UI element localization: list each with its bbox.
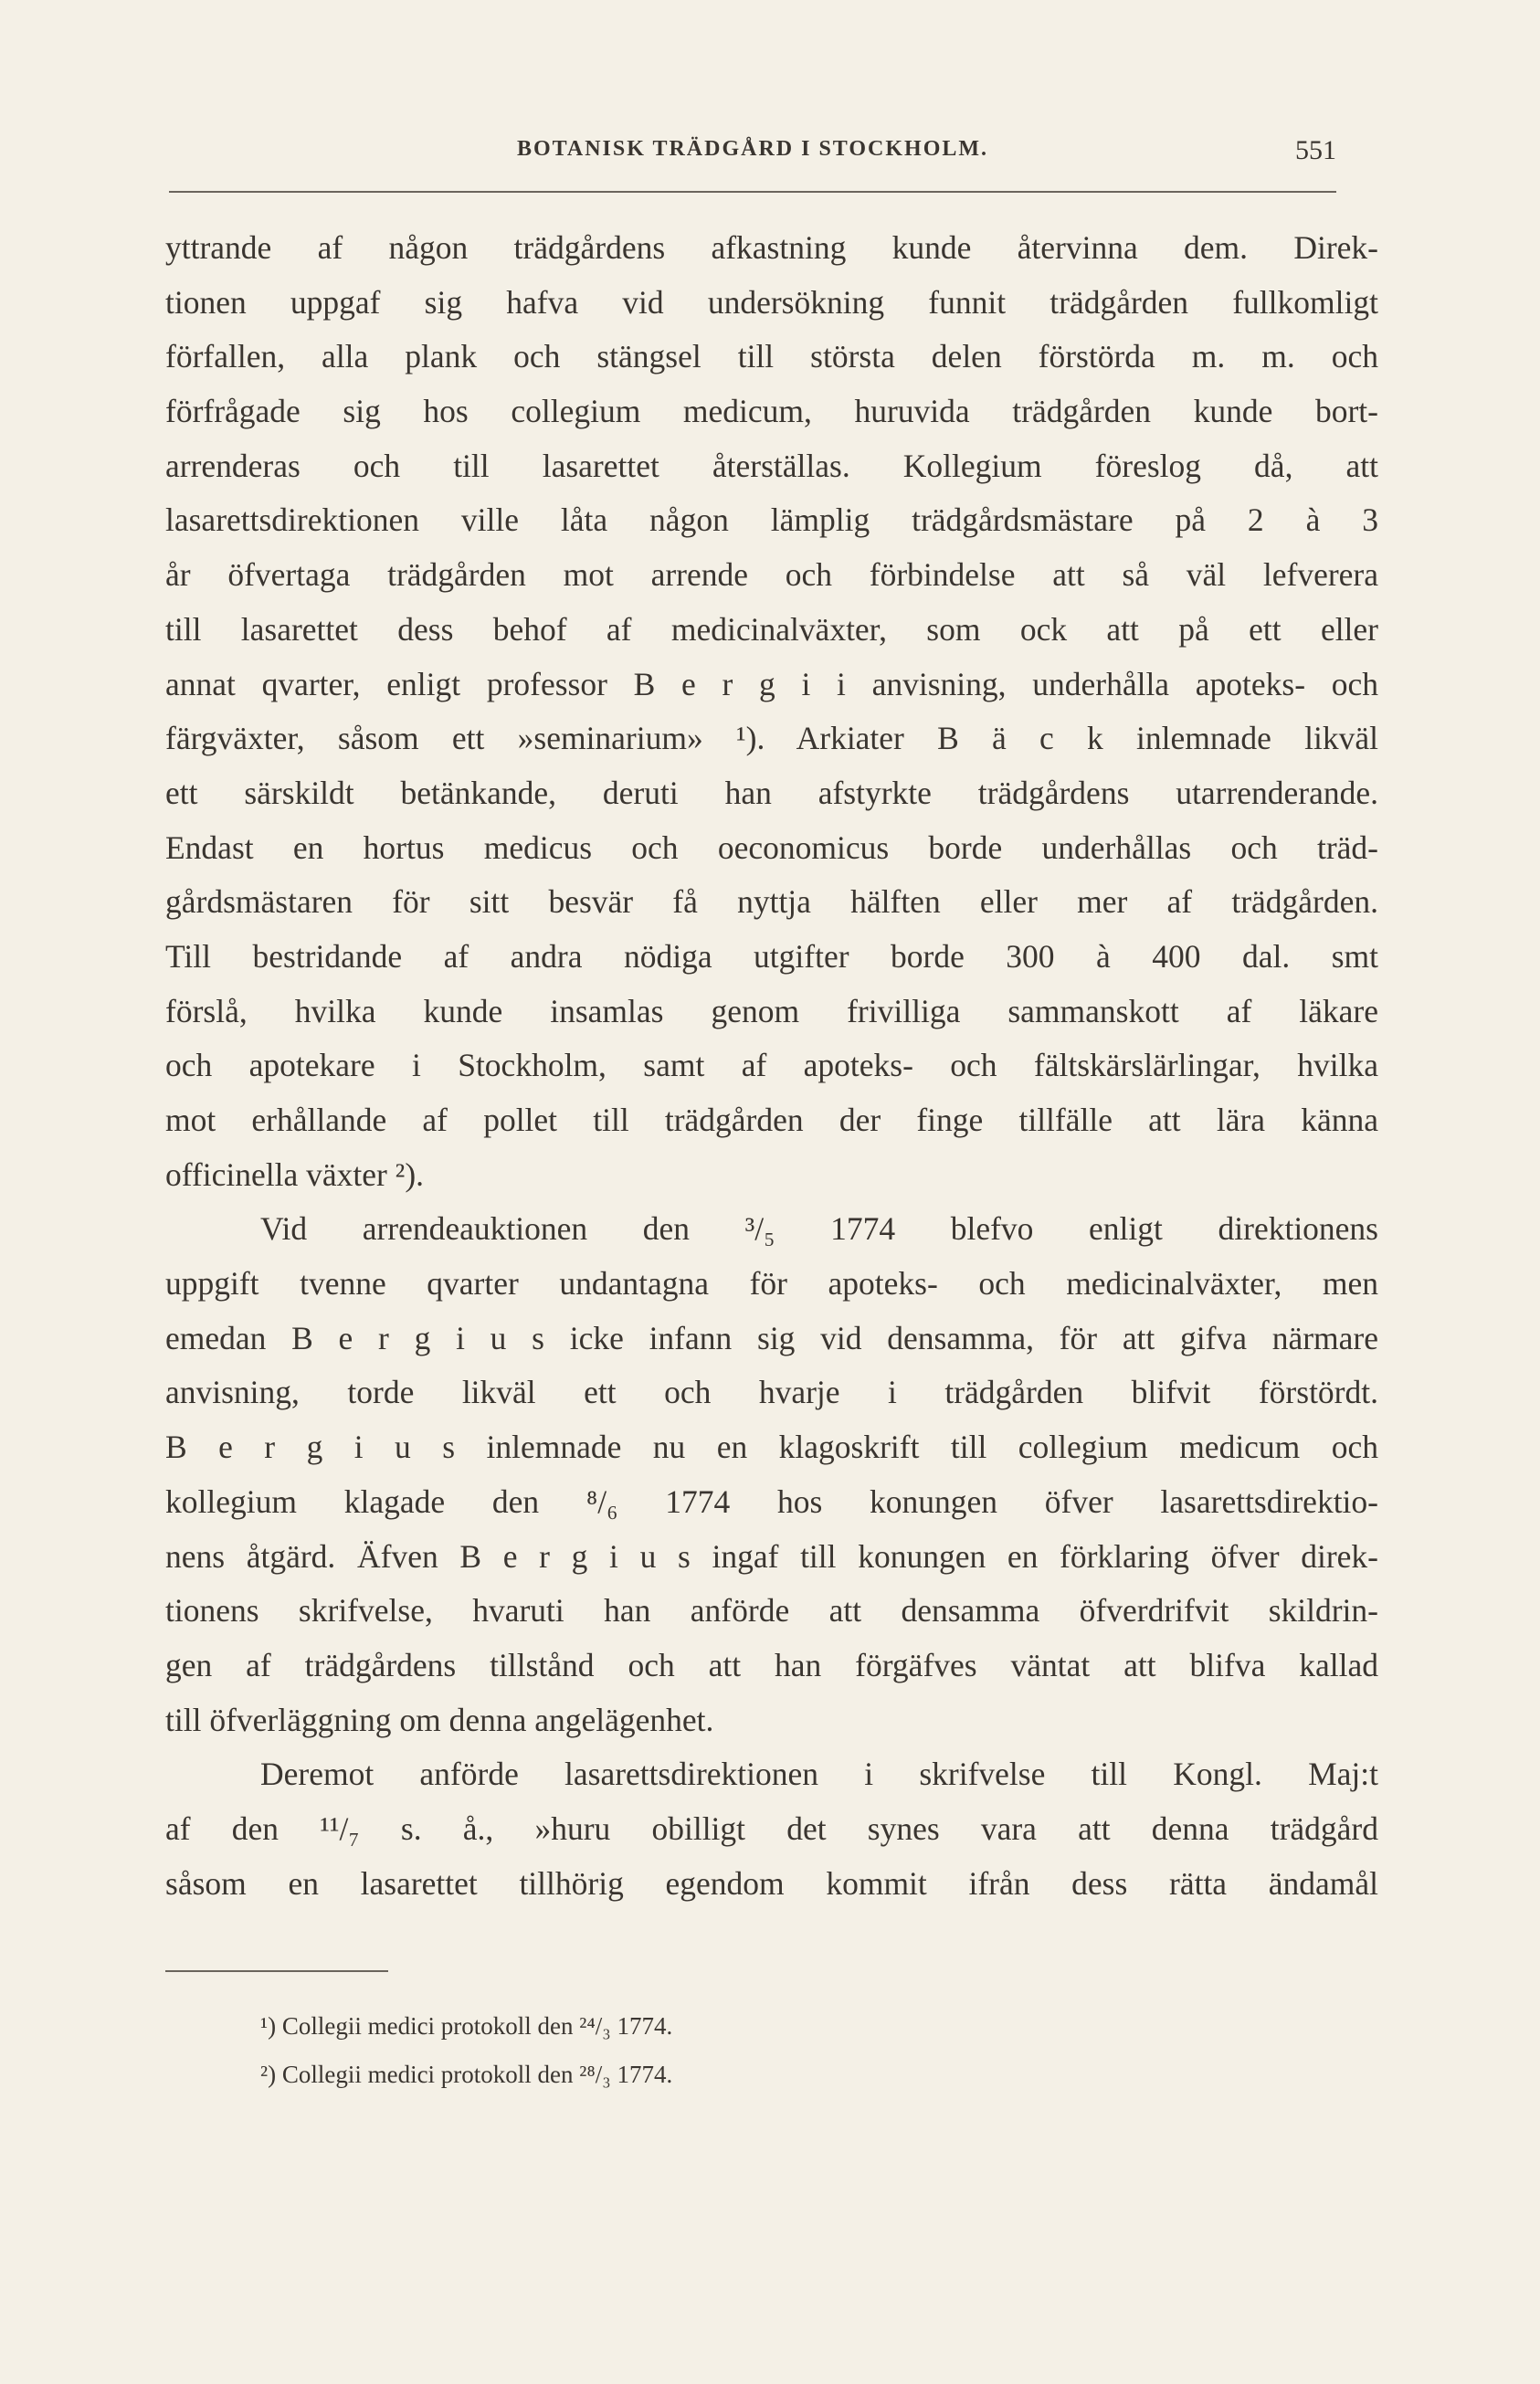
footnote-rule [165, 1970, 388, 1972]
text-line: färgväxter, såsom ett »seminarium» ¹). Arkiater B ä c k inlemnade likväl [165, 720, 1378, 757]
text-line: gen af trädgårdens tillstånd och att han förgäfves väntat att blifva kallad [165, 1646, 1378, 1683]
text-line: lasarettsdirektionen ville låta någon lämplig trädgårdsmästare på 2 à 3 [165, 501, 1378, 539]
text-line: såsom en lasarettet tillhörig egendom kommit ifrån dess rätta ändamål [165, 1864, 1378, 1902]
text-line: och apotekare i Stockholm, samt af apoteks- och fältskärslärlingar, hvilka [165, 1047, 1378, 1084]
text-line: år öfvertaga trädgården mot arrende och förbindelse att så väl lefverera [165, 556, 1378, 594]
page-number: 551 [1295, 135, 1336, 165]
text-line: yttrande af någon trädgårdens afkastning kunde återvinna dem. Direk- [165, 229, 1378, 266]
text-line: annat qvarter, enligt professor B e r g i i anvisning, underhålla apoteks- och [165, 665, 1378, 702]
page-header [169, 137, 1336, 174]
text-line: arrenderas och till lasarettet återställas. Kollegium föreslog då, att [165, 447, 1378, 484]
footnote: ¹) Collegii medici protokoll den ²⁴/₃ 1774. [260, 2012, 673, 2040]
text-line: gårdsmästaren för sitt besvär få nyttja hälften eller mer af trädgården. [165, 883, 1378, 921]
text-line: emedan B e r g i u s icke infann sig vid densamma, för att gifva närmare [165, 1319, 1378, 1356]
text-line: Vid arrendeauktionen den ³/₅ 1774 blefvo enligt direktionens [260, 1210, 1378, 1248]
text-line: mot erhållande af pollet till trädgården der finge tillfälle att lära känna [165, 1102, 1378, 1138]
text-line: kollegium klagade den ⁸/₆ 1774 hos konungen öfver lasarettsdirektio- [165, 1482, 1378, 1520]
running-title: BOTANISK TRÄDGÅRD I STOCKHOLM. [516, 137, 989, 161]
header-rule [169, 191, 1336, 193]
text-line: anvisning, torde likväl ett och hvarje i trädgården blifvit förstördt. [165, 1374, 1378, 1411]
footnote: ²) Collegii medici protokoll den ²⁸/₃ 1774. [260, 2061, 673, 2088]
text-line: tionen uppgaf sig hafva vid undersökning funnit trädgården fullkomligt [165, 283, 1378, 321]
text-line: förfrågade sig hos collegium medicum, huruvida trädgården kunde bort- [165, 393, 1378, 430]
text-line: af den ¹¹/₇ s. å., »huru obilligt det synes vara att denna trädgård [165, 1809, 1378, 1847]
text-line: till lasarettet dess behof af medicinalväxter, som ock att på ett eller [165, 610, 1378, 648]
footnotes [260, 2002, 672, 2099]
body-text [165, 221, 1378, 1911]
text-line: Deremot anförde lasarettsdirektionen i skrifvelse till Kongl. Maj:t [260, 1756, 1378, 1793]
text-line: ett särskildt betänkande, deruti han afstyrkte trädgårdens utarrenderande. [165, 774, 1378, 811]
text-line: tionens skrifvelse, hvaruti han anförde att densamma öfverdrifvit skildrin- [165, 1592, 1378, 1630]
text-line: uppgift tvenne qvarter undantagna för apoteks- och medicinalväxter, men [165, 1265, 1378, 1303]
text-line: Endast en hortus medicus och oeconomicus borde underhållas och träd- [165, 828, 1378, 866]
text-line: officinella växter ²). [165, 1155, 425, 1193]
text-line: nens åtgärd. Äfven B e r g i u s ingaf till konungen en förklaring öfver direk- [165, 1537, 1378, 1575]
text-line: förslå, hvilka kunde insamlas genom frivilliga sammanskott af läkare [165, 992, 1378, 1029]
text-line: förfallen, alla plank och stängsel till största delen förstörda m. m. och [165, 338, 1378, 375]
text-line: B e r g i u s inlemnade nu en klagoskrift till collegium medicum och [165, 1429, 1378, 1466]
text-line: Till bestridande af andra nödiga utgifter borde 300 à 400 dal. smt [165, 937, 1378, 975]
text-line: till öfverläggning om denna angelägenhet. [165, 1701, 714, 1738]
